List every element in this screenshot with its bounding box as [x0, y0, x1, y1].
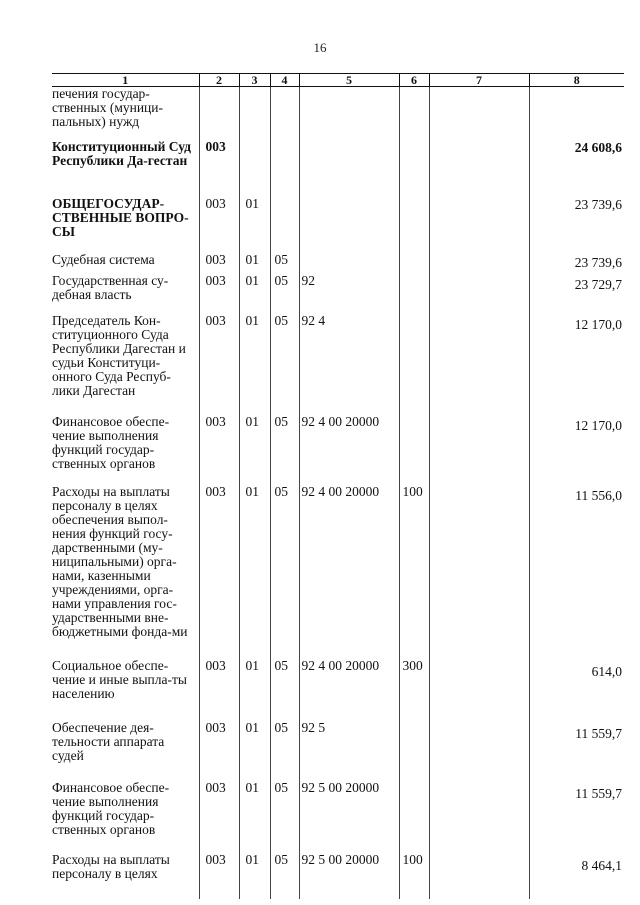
- row-gr: 003: [199, 721, 239, 781]
- row-col7: [429, 415, 529, 485]
- row-vr: 100: [399, 485, 429, 659]
- table-row: [52, 87, 624, 140]
- row-sum: 24 608,6: [529, 139, 624, 196]
- row-vr: 100: [399, 853, 429, 899]
- row-name: Обеспечение дея-тельности аппарата судей: [52, 721, 199, 781]
- row-pr: 05: [270, 274, 299, 314]
- row-pr: 05: [270, 485, 299, 659]
- row-pr: [270, 139, 299, 196]
- row-sum: 11 559,7: [529, 721, 624, 781]
- page-number: 16: [313, 40, 327, 55]
- table-row: [52, 485, 624, 659]
- row-col7: [429, 196, 529, 252]
- row-col7: [429, 314, 529, 415]
- row-name: Социальное обеспе-чение и иные выпла-ты населению: [52, 659, 199, 721]
- row-csr: [299, 196, 399, 252]
- header-col-4: 4: [270, 74, 299, 87]
- table-row: [52, 415, 624, 485]
- row-vr: [399, 87, 429, 140]
- table-row: [52, 252, 624, 274]
- row-rz: [239, 87, 270, 140]
- row-sum: 12 170,0: [529, 415, 624, 485]
- row-vr: [399, 415, 429, 485]
- row-col7: [429, 485, 529, 659]
- row-rz: 01: [239, 853, 270, 899]
- row-rz: 01: [239, 274, 270, 314]
- budget-table: [52, 73, 624, 899]
- row-name: Конституционный Суд Республики Да-гестан: [52, 139, 199, 196]
- row-pr: [270, 87, 299, 140]
- row-sum: 23 739,6: [529, 252, 624, 274]
- row-rz: 01: [239, 485, 270, 659]
- row-rz: 01: [239, 659, 270, 721]
- table-row: [52, 853, 624, 899]
- row-sum: 614,0: [529, 659, 624, 721]
- row-name: ОБЩЕГОСУДАР-СТВЕННЫЕ ВОПРО-СЫ: [52, 196, 199, 252]
- row-col7: [429, 87, 529, 140]
- row-pr: 05: [270, 721, 299, 781]
- table-row: [52, 659, 624, 721]
- row-name: Финансовое обеспе-чение выполнения функций государ-ственных органов: [52, 415, 199, 485]
- table-header-row: [52, 74, 624, 87]
- row-col7: [429, 659, 529, 721]
- table-row: [52, 274, 624, 314]
- row-col7: [429, 721, 529, 781]
- row-csr: [299, 87, 399, 140]
- row-col7: [429, 781, 529, 853]
- row-vr: 300: [399, 659, 429, 721]
- row-rz: [239, 139, 270, 196]
- row-gr: 003: [199, 415, 239, 485]
- row-gr: 003: [199, 139, 239, 196]
- row-vr: [399, 139, 429, 196]
- header-col-7: 7: [429, 74, 529, 87]
- row-pr: 05: [270, 415, 299, 485]
- row-vr: [399, 721, 429, 781]
- row-sum: 11 559,7: [529, 781, 624, 853]
- row-vr: [399, 252, 429, 274]
- table-row: [52, 314, 624, 415]
- row-gr: [199, 87, 239, 140]
- header-col-5: 5: [299, 74, 399, 87]
- row-pr: 05: [270, 314, 299, 415]
- row-vr: [399, 314, 429, 415]
- row-csr: 92: [299, 274, 399, 314]
- row-gr: 003: [199, 853, 239, 899]
- header-col-8: 8: [529, 74, 624, 87]
- row-gr: 003: [199, 781, 239, 853]
- row-csr: 92 5 00 20000: [299, 853, 399, 899]
- header-col-3: 3: [239, 74, 270, 87]
- row-gr: 003: [199, 252, 239, 274]
- row-vr: [399, 781, 429, 853]
- row-csr: 92 4: [299, 314, 399, 415]
- row-name: Расходы на выплаты персоналу в целях обеспечения выпол-нения функций госу-дарственными (му-ниципальными) орга-нами, казенными учреждениями, орга-нами управления гос-ударственными вне-бюджетными фонда-ми: [52, 485, 199, 659]
- row-vr: [399, 274, 429, 314]
- row-csr: [299, 252, 399, 274]
- row-rz: 01: [239, 314, 270, 415]
- header-col-6: 6: [399, 74, 429, 87]
- row-pr: [270, 196, 299, 252]
- row-pr: 05: [270, 781, 299, 853]
- row-name: печения государ-ственных (муници-пальных) нужд: [52, 87, 199, 140]
- row-csr: 92 4 00 20000: [299, 659, 399, 721]
- row-csr: 92 5 00 20000: [299, 781, 399, 853]
- row-rz: 01: [239, 781, 270, 853]
- table-row: [52, 196, 624, 252]
- row-csr: [299, 139, 399, 196]
- row-sum: [529, 87, 624, 140]
- row-pr: 05: [270, 853, 299, 899]
- row-rz: 01: [239, 415, 270, 485]
- row-pr: 05: [270, 659, 299, 721]
- row-sum: 23 739,6: [529, 196, 624, 252]
- row-rz: 01: [239, 252, 270, 274]
- row-sum: 12 170,0: [529, 314, 624, 415]
- header-col-2: 2: [199, 74, 239, 87]
- row-col7: [429, 252, 529, 274]
- row-col7: [429, 139, 529, 196]
- row-csr: 92 4 00 20000: [299, 415, 399, 485]
- row-name: Расходы на выплаты персоналу в целях: [52, 853, 199, 899]
- row-name: Государственная су-дебная власть: [52, 274, 199, 314]
- row-csr: 92 5: [299, 721, 399, 781]
- row-col7: [429, 274, 529, 314]
- row-col7: [429, 853, 529, 899]
- row-rz: 01: [239, 721, 270, 781]
- row-gr: 003: [199, 274, 239, 314]
- row-sum: 11 556,0: [529, 485, 624, 659]
- row-sum: 23 729,7: [529, 274, 624, 314]
- table-row: [52, 721, 624, 781]
- row-name: Председатель Кон-ституционного Суда Республики Дагестан и судьи Конституци-онного Суда Респуб-лики Дагестан: [52, 314, 199, 415]
- row-gr: 003: [199, 196, 239, 252]
- row-pr: 05: [270, 252, 299, 274]
- row-name: Финансовое обеспе-чение выполнения функций государ-ственных органов: [52, 781, 199, 853]
- row-csr: 92 4 00 20000: [299, 485, 399, 659]
- row-vr: [399, 196, 429, 252]
- row-name: Судебная система: [52, 252, 199, 274]
- row-rz: 01: [239, 196, 270, 252]
- table-row: [52, 781, 624, 853]
- row-sum: 8 464,1: [529, 853, 624, 899]
- row-gr: 003: [199, 659, 239, 721]
- row-gr: 003: [199, 485, 239, 659]
- table-row: [52, 139, 624, 196]
- row-gr: 003: [199, 314, 239, 415]
- header-col-1: 1: [52, 74, 199, 87]
